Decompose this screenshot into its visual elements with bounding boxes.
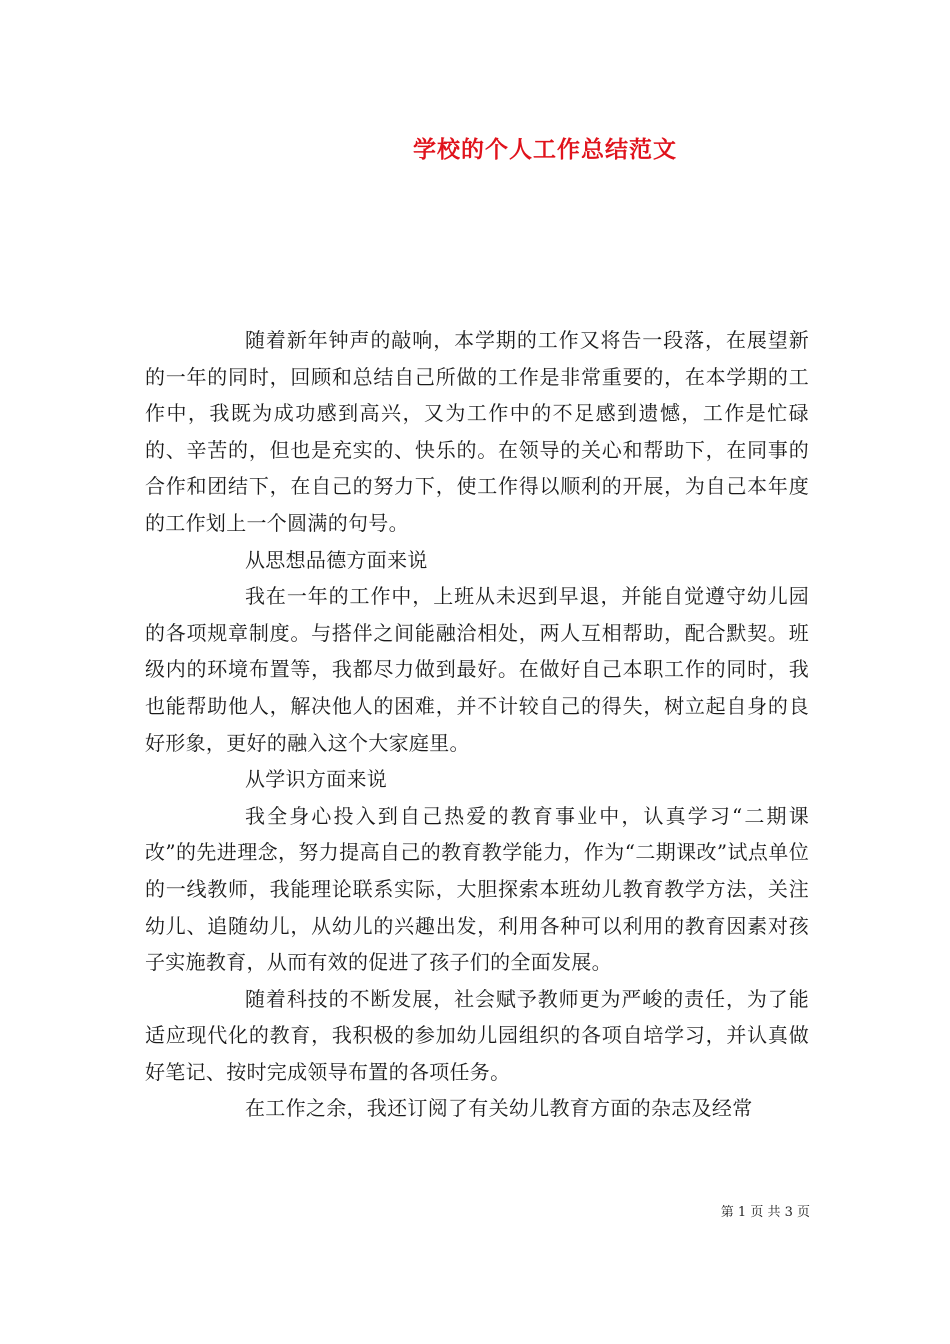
extra-work-paragraph: 在工作之余，我还订阅了有关幼儿教育方面的杂志及经常: [245, 1096, 753, 1121]
intro-paragraph: 随着新年钟声的敲响，本学期的工作又将告一段落，在展望新的一年的同时，回顾和总结自己所做的工作是非常重要的，在本学期的工作中，我既为成功感到高兴，又为工作中的不足感到遗憾，工作是忙碌的、辛苦的，但也是充实的、快乐的。在领导的关心和帮助下，在同事的合作和团结下，在自己的努力下，使工作得以顺利的开展，为自己本年度的工作划上一个圆满的句号。: [145, 328, 809, 535]
document-title: 学校的个人工作总结范文: [413, 136, 677, 163]
page-number: 第 1 页 共 3 页: [720, 1205, 810, 1220]
document-body: [145, 322, 809, 1127]
section-heading-knowledge: 从学识方面来说: [245, 767, 388, 792]
moral-paragraph: 我在一年的工作中，上班从未迟到早退，并能自觉遵守幼儿园的各项规章制度。与搭伴之间能融洽相处，两人互相帮助，配合默契。班级内的环境布置等，我都尽力做到最好。在做好自己本职工作的同时，我也能帮助他人，解决他人的困难，并不计较自己的得失，树立起自身的良好形象，更好的融入这个大家庭里。: [145, 584, 809, 755]
knowledge-paragraph: 我全身心投入到自己热爱的教育事业中，认真学习“二期课改”的先进理念，努力提高自己的教育教学能力，作为“二期课改”试点单位的一线教师，我能理论联系实际，大胆探索本班幼儿教育教学方法，关注幼儿、追随幼儿，从幼儿的兴趣出发，利用各种可以利用的教育因素对孩子实施教育，从而有效的促进了孩子们的全面发展。: [145, 803, 809, 975]
section-heading-moral: 从思想品德方面来说: [245, 547, 428, 572]
technology-paragraph: 随着科技的不断发展，社会赋予教师更为严峻的责任，为了能适应现代化的教育，我积极的参加幼儿园组织的各项自培学习，并认真做好笔记、按时完成领导布置的各项任务。: [145, 986, 809, 1084]
